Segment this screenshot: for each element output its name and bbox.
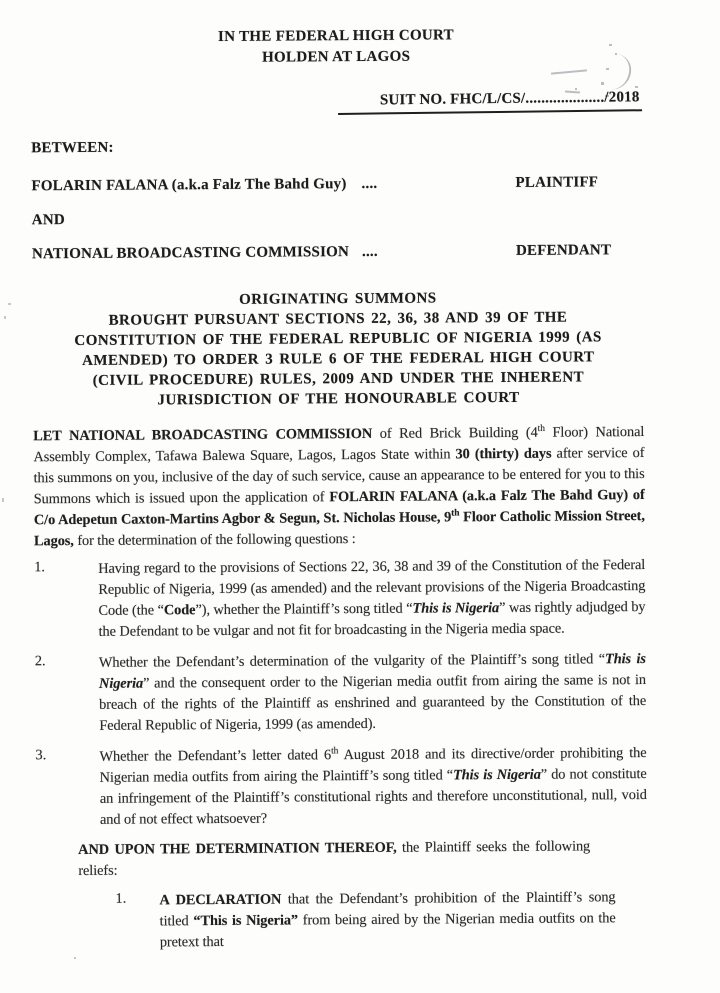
court-name: IN THE FEDERAL HIGH COURT [217,27,454,45]
plaintiff-name: FOLARIN FALANA (a.k.a Falz The Bahd Guy) [31,176,347,195]
between-label: BETWEEN: [31,139,114,157]
suit-number-line [31,90,642,116]
summons-title-line: AMENDED) TO ORDER 3 RULE 6 OF THE FEDERAL HIGH COURT [81,349,595,369]
question-text [99,743,647,831]
ordinal-superscript: th [451,508,460,519]
defendant-row [32,242,643,263]
summons-title-line: ORIGINATING SUMMONS [239,290,437,308]
defendant-name-run: LET NATIONAL BROADCASTING COMMISSION [33,425,373,445]
suit-number: SUIT NO. FHC/L/CS/..................../2018 [338,89,642,115]
separator-dots: .... [361,175,378,192]
song-title-emphasis: “This is Nigeria” [193,912,299,930]
deadline-run: 30 (thirty) days [455,445,552,463]
question-text [99,649,647,737]
song-title-emphasis: This is Nigeria [412,600,500,617]
court-header [30,24,641,70]
ordinal-superscript: th [331,746,339,757]
text-run: that the Defendant’s prohibition of the Plaintiff’s song titled [159,889,616,930]
relief-item [115,887,615,953]
and-label: AND [31,212,65,229]
text-run: the Plaintiff seeks the following reliefs: [78,838,591,879]
plaintiff-row [31,174,642,195]
text-run: Whether the Defendant’s determination of the vulgarity of the Plaintiff’s song titled “ [98,651,606,671]
defendant-name: NATIONAL BROADCASTING COMMISSION [31,244,350,263]
text-run: after service of this summons on you, inclusive of the day of such service, cause an appearance to be entered for you to this Summons which is issued upon the application of [33,445,645,508]
summons-title-line: CONSTITUTION OF THE FEDERAL REPUBLIC OF NIGERIA 1999 (AS [74,329,602,349]
song-title-emphasis: This is Nigeria [98,651,646,692]
plaintiff-address-run: FOLARIN FALANA (a.k.a Falz The Bahd Guy) of C/o Adepetun Caxton-Martins Agbor & Segun, St. Nicholas House, 9 [33,487,645,529]
text-run: from being aired by the Nigerian media outfits on the pretext that [159,910,616,951]
relief-text [159,887,615,953]
question-number: 3. [35,747,47,764]
ordinal-superscript: th [537,423,545,434]
text-run: Having regard to the provisions of Sections 22, 36, 38 and 39 of the Constitution of the Federal Republic of Nigeria, 1999 (as amended) and the relevant provisions of the Nigeria Broadcasting Code (the “ [98,557,646,619]
relief-number: 1. [115,890,127,907]
separator-dots: .... [361,243,378,260]
declaration-emphasis: A DECLARATION [159,891,282,909]
question-item [35,649,647,737]
summons-intro-paragraph [33,422,645,552]
text-run: of Red Brick Building (4 [372,424,538,442]
text-run: Floor) National Assembly Complex, Tafawa Balewa Square, Lagos, Lagos State within [33,424,645,466]
summons-title-line: BROUGHT PURSUANT SECTIONS 22, 36, 38 AND 39 OF THE [108,309,568,329]
plaintiff-role-label: PLAINTIFF [515,174,599,191]
summons-title-line: (CIVIL PROCEDURE) RULES, 2009 AND UNDER THE INHERENT [92,369,585,389]
court-location: HOLDEN AT LAGOS [261,48,411,66]
determination-emphasis: AND UPON THE DETERMINATION THEREOF, [78,839,397,858]
question-item [34,555,646,643]
text-run: ” and the consequent order to the Nigerian media outfit from airing the same is not in breach of the rights of the Plaintiff as enshrined and guaranteed by the Constitution of the Federal Republic of Nigeria, 1999 (as amended). [99,672,647,734]
summons-title [32,287,644,411]
text-run: ”), whether the Plaintiff’s song titled “ [195,600,413,619]
question-item [35,743,647,831]
question-number: 1. [34,559,46,576]
text-run: ” do not constitute an infringement of the Plaintiff’s constitutional rights and therefore unconstitutional, null, void and of not effect whatsoever? [99,766,647,828]
text-run: Whether the Defendant’s letter dated 6 [99,747,332,765]
defendant-role-label: DEFENDANT [515,242,612,259]
text-run: for the determination of the following questions : [73,531,356,550]
plaintiff-address-run: Floor Catholic Mission Street, Lagos, [33,508,645,550]
text-run: August 2018 and its directive/order prohibiting the Nigerian media outfits from airing the Plaintiff’s song titled “ [99,745,647,786]
summons-title-line: JURISDICTION OF THE HONOURABLE COURT [157,389,520,409]
questions-list [34,555,647,831]
song-title-emphasis: This is Nigeria [453,766,541,784]
code-emphasis: Code [163,602,196,619]
question-text [98,555,646,643]
question-number: 2. [34,653,46,670]
text-run: ” was rightly adjudged by the Defendant to be vulgar and not fit for broadcasting in the Nigeria media space. [98,599,646,640]
reliefs-intro-paragraph [78,836,590,882]
